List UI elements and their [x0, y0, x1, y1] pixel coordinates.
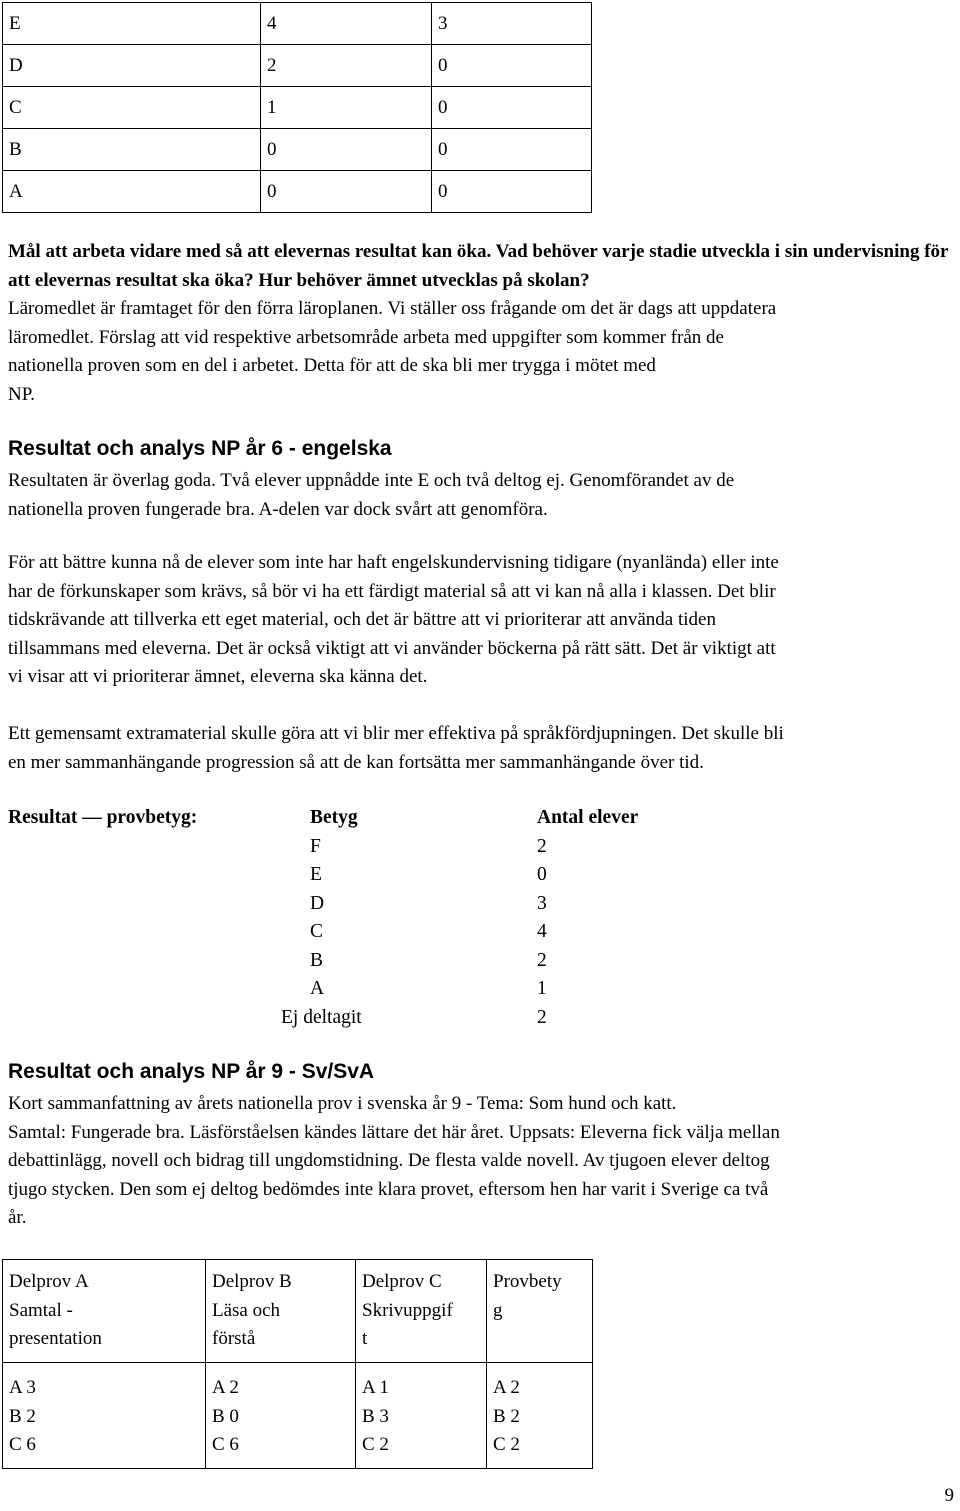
- paragraph-line: debattinlägg, novell och bidrag till ungdomstidning. De flesta valde novell. Av tjugoen elever deltog: [8, 1150, 770, 1171]
- cell-line: A 2: [212, 1377, 239, 1398]
- grade-count: 3: [537, 892, 547, 914]
- grade-label: A: [310, 978, 325, 999]
- goals-section: [8, 238, 954, 409]
- cell-line: Delprov A: [9, 1271, 89, 1292]
- table-row: [3, 1260, 593, 1363]
- table-cell: [206, 1363, 356, 1469]
- cell-line: B 2: [493, 1405, 520, 1427]
- provbetyg-label: Resultat — provbetyg:: [8, 807, 198, 828]
- grade-count: 4: [537, 921, 547, 942]
- table-cell: C: [3, 87, 261, 129]
- paragraph-line: Kort sammanfattning av årets nationella prov i svenska år 9 - Tema: Som hund och katt.: [8, 1093, 677, 1114]
- cell-line: Skrivuppgif: [362, 1299, 453, 1321]
- grade-label: Ej deltagit: [281, 1006, 362, 1028]
- cell-line: C 6: [212, 1434, 239, 1455]
- page-number: 9: [944, 1485, 954, 1506]
- cell-line: A 3: [9, 1377, 36, 1398]
- grade-count: 0: [537, 864, 547, 885]
- table-cell: 0: [432, 129, 592, 171]
- paragraph-line: vi visar att vi prioriterar ämnet, eleverna ska känna det.: [8, 666, 428, 687]
- english-paragraph-2: [8, 549, 954, 692]
- delprov-table: [2, 1259, 593, 1469]
- cell-line: C 2: [362, 1434, 389, 1455]
- table-cell: 0: [432, 45, 592, 87]
- table-cell: 0: [432, 171, 592, 213]
- table-cell: [487, 1363, 593, 1469]
- provbetyg-results: [0, 804, 960, 1044]
- cell-line: B 3: [362, 1405, 389, 1427]
- paragraph-line: För att bättre kunna nå de elever som inte har haft engelskundervisning tidigare (nyanlända) eller inte: [8, 552, 779, 573]
- table-row: [3, 171, 592, 213]
- goals-question: Mål att arbeta vidare med så att elevernas resultat kan öka. Vad behöver varje stadie utveckla i sin undervisning för att elevernas resultat ska öka? Hur behöver ämnet utvecklas på skolan?: [8, 241, 949, 291]
- cell-line: B 0: [212, 1405, 239, 1427]
- table-cell: D: [3, 45, 261, 87]
- cell-line: presentation: [9, 1328, 102, 1349]
- paragraph-line: har de förkunskaper som krävs, så bör vi ha ett färdigt material så att vi kan nå alla i klassen. Det blir: [8, 580, 776, 602]
- table-cell: 3: [432, 3, 592, 45]
- cell-line: Samtal -: [9, 1299, 73, 1321]
- grade-label: C: [310, 921, 324, 942]
- table-cell: 0: [261, 129, 432, 171]
- grade-label: F: [310, 835, 321, 857]
- paragraph-line: tillsammans med eleverna. Det är också viktigt att vi använder böckerna på rätt sätt. Det är viktigt att: [8, 637, 776, 659]
- grade-table: [2, 2, 592, 213]
- cell-line: A 2: [493, 1377, 520, 1398]
- table-cell: 0: [432, 87, 592, 129]
- paragraph-line: Resultaten är överlag goda. Två elever uppnådde inte E och två deltog ej. Genomförandet av de: [8, 470, 735, 491]
- goals-line: NP.: [8, 383, 35, 405]
- table-header-cell: [3, 1260, 206, 1363]
- goals-line: Läromedlet är framtaget för den förra läroplanen. Vi ställer oss frågande om det är dags att uppdatera: [8, 298, 777, 319]
- table-cell: [3, 1363, 206, 1469]
- column-header-betyg: Betyg: [310, 807, 358, 828]
- table-header-cell: [487, 1260, 593, 1363]
- table-row: [3, 45, 592, 87]
- cell-line: t: [362, 1328, 368, 1349]
- table-row: [3, 1363, 593, 1469]
- grade-count: 2: [537, 949, 547, 971]
- table-header-cell: [356, 1260, 487, 1363]
- cell-line: Delprov C: [362, 1271, 442, 1292]
- cell-line: Provbety: [493, 1271, 562, 1292]
- table-cell: B: [3, 129, 261, 171]
- table-row: [3, 87, 592, 129]
- paragraph-line: nationella proven fungerade bra. A-delen var dock svårt att genomföra.: [8, 498, 548, 520]
- goals-line: läromedlet. Förslag att vid respektive arbetsområde arbeta med uppgifter som kommer från de: [8, 326, 724, 348]
- paragraph-line: tidskrävande att tillverka ett eget material, och det är bättre att vi prioriterar att använda tiden: [8, 609, 716, 630]
- table-row: [3, 129, 592, 171]
- swedish-paragraph: [8, 1090, 954, 1233]
- grade-count: 2: [537, 835, 547, 857]
- table-header-cell: [206, 1260, 356, 1363]
- grade-label: B: [310, 949, 324, 971]
- cell-line: g: [493, 1299, 503, 1321]
- english-paragraph-1: [8, 467, 954, 524]
- paragraph-line: en mer sammanhängande progression så att de kan fortsätta mer sammanhängande över tid.: [8, 751, 704, 773]
- section-heading-english: Resultat och analys NP år 6 - engelska: [8, 437, 392, 460]
- cell-line: Läsa och: [212, 1299, 281, 1321]
- table-cell: 2: [261, 45, 432, 87]
- cell-line: C 2: [493, 1434, 520, 1455]
- table-row: [3, 3, 592, 45]
- english-paragraph-3: [8, 720, 954, 777]
- cell-line: A 1: [362, 1377, 389, 1398]
- cell-line: Delprov B: [212, 1271, 292, 1292]
- goals-line: nationella proven som en del i arbetet. Detta för att de ska bli mer trygga i mötet med: [8, 355, 656, 376]
- paragraph-line: år.: [8, 1207, 27, 1228]
- grade-label: D: [310, 892, 325, 914]
- table-cell: A: [3, 171, 261, 213]
- table-cell: 4: [261, 3, 432, 45]
- paragraph-line: Samtal: Fungerade bra. Läsförståelsen kändes lättare det här året. Uppsats: Eleverna fick välja mellan: [8, 1121, 780, 1143]
- grade-count: 2: [537, 1006, 547, 1028]
- cell-line: förstå: [212, 1328, 256, 1349]
- cell-line: B 2: [9, 1405, 36, 1427]
- table-cell: E: [3, 3, 261, 45]
- table-cell: 1: [261, 87, 432, 129]
- paragraph-line: Ett gemensamt extramaterial skulle göra att vi blir mer effektiva på språkfördjupningen. Det skulle bli: [8, 723, 784, 744]
- column-header-antal: Antal elever: [537, 807, 639, 828]
- table-cell: 0: [261, 171, 432, 213]
- grade-count: 1: [537, 978, 547, 999]
- table-cell: [356, 1363, 487, 1469]
- paragraph-line: tjugo stycken. Den som ej deltog bedömdes inte klara provet, eftersom hen har varit i Sverige ca två: [8, 1178, 769, 1200]
- cell-line: C 6: [9, 1434, 36, 1455]
- grade-label: E: [310, 864, 322, 885]
- section-heading-swedish: Resultat och analys NP år 9 - Sv/SvA: [8, 1060, 375, 1083]
